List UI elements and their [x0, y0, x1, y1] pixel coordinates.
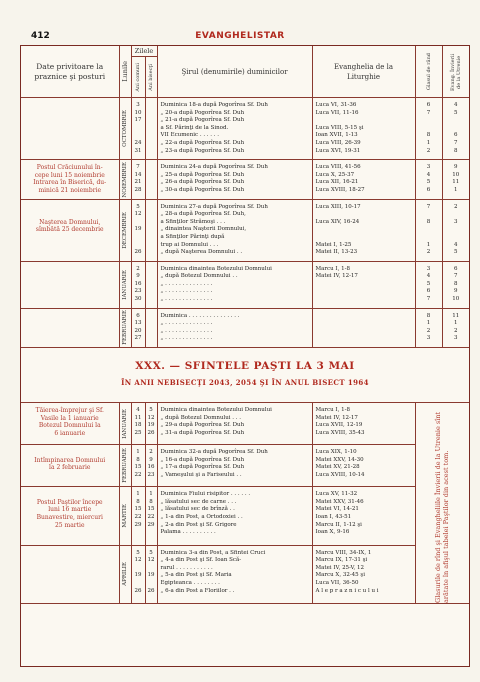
- tone-number: 8: [426, 312, 431, 319]
- tone-number: 5: [426, 280, 431, 287]
- day-common: 29: [134, 521, 142, 528]
- sunday-name: „ 2-a din Post şi Sf. Grigore: [160, 521, 237, 528]
- column-headers: [21, 46, 469, 57]
- gospel-reading: Luca VI, 31-36: [315, 102, 357, 108]
- sunday-name: „ 30-a după Pogorîrea Sf. Duh: [160, 186, 245, 193]
- tone-number: 1: [426, 139, 431, 146]
- day-common: 1: [136, 449, 140, 456]
- day-leap: 19: [147, 572, 155, 579]
- tone-number: [417, 117, 441, 125]
- sunday-name: „ . . . . . . . . . . . . . .: [160, 335, 213, 342]
- day-leap: 5: [149, 549, 153, 556]
- gospel-reading: Matei XXV, 31-46: [315, 498, 364, 505]
- day-common: 15: [134, 506, 142, 513]
- month-name: DECEMBRIE: [122, 211, 128, 249]
- day-common: 19: [134, 572, 142, 579]
- sunday-name: „ 29-a după Pogorîrea Sf. Duh: [160, 422, 245, 429]
- month-section: [21, 487, 469, 545]
- resurrection-gospel-number: [444, 117, 469, 125]
- day-leap: [147, 565, 156, 573]
- day-common: 21: [134, 179, 142, 186]
- day-leap: [147, 580, 156, 588]
- gospel-reading: [316, 226, 412, 234]
- month-name: FEBRUARIE: [122, 448, 128, 484]
- day-common: 17: [134, 117, 142, 124]
- month-section: [21, 308, 469, 347]
- resurrection-gospel-number: 7: [454, 139, 458, 146]
- tone-number: 8: [426, 218, 431, 225]
- feast-note: sîmbătă 25 decembrie: [35, 226, 104, 234]
- col-feasts: Date privitoare la praznice şi posturi: [34, 61, 106, 81]
- feast-note: Postul Paştilor începe: [36, 498, 103, 506]
- resurrection-gospel-number: 11: [452, 312, 460, 319]
- day-common: 25: [134, 429, 142, 436]
- day-leap: 23: [147, 471, 155, 478]
- feast-note: Naşterea Domnului,: [39, 218, 101, 226]
- gospel-reading: Luca VII, 11-16: [315, 109, 359, 116]
- day-common: 2: [136, 265, 140, 272]
- feast-note: Postul Crăciunului în-: [36, 164, 103, 172]
- day-common: 22: [134, 514, 142, 521]
- sunday-name: „ . . . . . . . . . . . . . .: [160, 288, 213, 295]
- day-common: 12: [134, 557, 142, 564]
- day-common: 5: [136, 549, 140, 556]
- day-leap: 12: [147, 414, 155, 421]
- gospel-reading: Luca XVIII, 35-43: [315, 429, 365, 436]
- sunday-name: „ 25-a după Pogorîrea Sf. Duh: [160, 171, 245, 178]
- sunday-name: „ 21-a după Pogorîrea Sf. Duh: [160, 117, 245, 124]
- day-common: 18: [134, 422, 142, 429]
- resurrection-gospel-number: 10: [452, 296, 460, 303]
- day-leap: 5: [149, 407, 153, 414]
- resurrection-gospel-number: 4: [454, 241, 458, 248]
- resurrection-gospel-number: 1: [454, 320, 458, 327]
- day-common: 3: [136, 102, 140, 108]
- feast-note: Botezul Domnului la: [38, 422, 101, 430]
- page-title: EVANGHELISTAR: [195, 31, 285, 41]
- day-leap: 16: [147, 464, 155, 471]
- tone-number: 3: [426, 164, 431, 171]
- day-leap: 2: [149, 449, 153, 456]
- tone-number: 6: [426, 102, 431, 108]
- sunday-name: „ . . . . . . . . . . . . . .: [160, 280, 213, 287]
- sunday-name: „ 6-a din Post a Floriilor . .: [160, 587, 235, 594]
- gospel-reading: Luca X, 25-37: [315, 171, 355, 178]
- page-header: [19, 31, 461, 45]
- month-section: [21, 403, 469, 445]
- sunday-name: a Sfinţilor Strămoşi . . .: [160, 218, 226, 225]
- sunday-name: „ 5-a din Post şi Sf. Maria: [160, 572, 232, 579]
- calendar-frame: [20, 45, 470, 667]
- resurrection-gospel-number: 1: [454, 186, 458, 193]
- day-common: 28: [134, 186, 142, 193]
- month-section: [21, 545, 469, 603]
- sunday-name: „ 1-a din Post, a Ortodoxiei . .: [160, 514, 243, 521]
- sunday-name: „ 22-a după Pogorîrea Sf. Duh: [160, 139, 245, 146]
- month-name: MARTIE: [122, 504, 128, 528]
- month-section: [21, 445, 469, 487]
- gospel-reading: Marcu I, 1-8: [315, 407, 350, 414]
- sunday-name: „ 23-a după Pogorîrea Sf. Duh: [160, 147, 245, 154]
- resurrection-gospel-number: 3: [454, 218, 458, 225]
- day-common: [133, 242, 144, 250]
- sunday-name: Duminica Fiului risipitor . . . . . .: [160, 491, 251, 498]
- tone-number: 4: [426, 273, 431, 280]
- tone-number: [417, 125, 441, 133]
- day-common: 10: [134, 109, 142, 116]
- gospel-reading: Luca XVIII, 18-27: [315, 186, 365, 193]
- gospel-reading: Luca VIII, 5-15 şi: [315, 124, 364, 131]
- sunday-name: Duminica 18-a după Pogorîrea Sf. Duh: [160, 102, 268, 108]
- tone-number: 6: [426, 288, 431, 295]
- day-common: [133, 565, 144, 573]
- gospel-reading: Marcu IX, 17-31 şi: [315, 557, 368, 564]
- gospel-reading: [316, 211, 412, 219]
- sunday-name: „ . . . . . . . . . . . . . .: [160, 296, 213, 303]
- tone-number: 7: [426, 109, 431, 116]
- tone-number: 3: [426, 265, 431, 272]
- sunday-name: „ lăsatului sec de carne . . .: [160, 498, 237, 505]
- resurrection-gospel-number: 4: [454, 102, 458, 108]
- day-common: 19: [134, 226, 142, 233]
- resurrection-gospel-number: 2: [454, 327, 458, 334]
- section-title: XXX. — SFINTELE PAŞTI LA 3 MAI: [135, 360, 355, 373]
- day-common: 16: [134, 280, 142, 287]
- tone-number: 7: [426, 203, 431, 210]
- sunday-name: „ după Botezul Domnului . .: [160, 273, 238, 280]
- day-leap: 19: [147, 422, 155, 429]
- resurrection-gospel-number: 5: [454, 109, 458, 116]
- month-name: FEBRUARIE: [122, 310, 128, 346]
- sunday-name: „ după Botezul Domnului . . .: [160, 414, 242, 421]
- day-common: 9: [136, 273, 140, 280]
- resurrection-gospel-number: 10: [452, 171, 460, 178]
- feast-note: [23, 491, 117, 499]
- tone-number: 6: [426, 186, 431, 193]
- col-common-years: Ani comuni: [135, 62, 141, 92]
- day-common: [133, 219, 144, 227]
- gospel-reading: Ioan I, 43-51: [315, 514, 352, 521]
- feast-note: la 2 februarie: [49, 464, 91, 472]
- sunday-name: „ 20-a după Pogorîrea Sf. Duh: [160, 109, 245, 116]
- sunday-name: a Sf. Părinţi de la Sinod.: [160, 124, 229, 131]
- feast-note: minică 21 noiembrie: [38, 186, 102, 194]
- resurrection-gospel-number: 8: [454, 280, 458, 287]
- day-common: 8: [136, 456, 140, 463]
- gospel-reading: Marcu X, 32-45 şi: [315, 572, 366, 579]
- gospel-reading: [316, 281, 412, 289]
- section-heading: [21, 347, 469, 403]
- gospel-reading: Luca XV, 11-32: [315, 491, 358, 498]
- calendar-table-lower: [21, 403, 469, 604]
- day-leap: 26: [147, 429, 155, 436]
- resurrection-gospel-number: [444, 211, 469, 219]
- gospel-reading: [316, 117, 412, 125]
- resurrection-gospel-number: 6: [454, 132, 458, 139]
- feast-note: Tăierea-împrejur şi Sf.: [35, 407, 104, 415]
- day-common: 30: [134, 296, 142, 303]
- col-tone: Glasul de rând: [425, 52, 432, 91]
- sunday-name: „ 17-a după Pogorîrea Sf. Duh: [160, 464, 245, 471]
- col-days: Zilele: [134, 47, 154, 55]
- sunday-name: Duminica dinaintea Botezului Domnului: [160, 407, 272, 414]
- day-leap: 12: [147, 557, 155, 564]
- tone-number: 2: [426, 327, 431, 334]
- feast-note: [23, 449, 117, 457]
- month-name: IANUARIE: [122, 408, 128, 439]
- sunday-name: a Sfinţilor Părinţi după: [160, 233, 225, 240]
- resurrection-gospel-number: 9: [454, 288, 458, 295]
- tone-number: [417, 226, 441, 234]
- resurrection-gospel-number: 6: [454, 265, 458, 272]
- resurrection-gospel-number: [444, 226, 469, 234]
- day-common: 27: [134, 335, 142, 342]
- gospel-reading: Matei XV, 21-28: [315, 464, 360, 471]
- tone-number: 7: [426, 296, 431, 303]
- side-note: Glasurile de rînd şi Evangheliile Învierii de la Utrenie sînt arătate în afişul tabelei Paştilor din acest tom.: [434, 411, 451, 604]
- tone-number: [417, 211, 441, 219]
- feast-note: Intrarea în Biserică, du-: [33, 179, 107, 187]
- feast-note: [23, 204, 117, 212]
- month-name: APRILIE: [122, 562, 128, 587]
- gospel-reading: Matei IV, 12-17: [315, 414, 358, 421]
- gospel-reading: Luca XIX, 1-10: [315, 449, 357, 456]
- sunday-name: Duminica 24-a după Pogorîrea Sf. Duh: [160, 164, 268, 171]
- gospel-reading: Luca XVI, 19-31: [315, 147, 361, 154]
- day-common: 8: [136, 498, 140, 505]
- gospel-reading: Luca XVIII, 10-14: [315, 471, 365, 478]
- sunday-name: „ lăsatului sec de brînză . .: [160, 506, 235, 513]
- day-common: [133, 132, 144, 140]
- resurrection-gospel-number: [444, 234, 469, 242]
- col-sundays: Şirul (denumirile) duminicilor: [181, 67, 288, 76]
- day-common: [133, 234, 144, 242]
- calendar-table-upper: [21, 46, 469, 347]
- gospel-reading: Matei II, 13-23: [315, 249, 358, 256]
- col-months: Lunile: [121, 61, 129, 82]
- day-common: 13: [134, 320, 142, 327]
- gospel-reading: Matei VI, 14-21: [315, 506, 359, 513]
- feast-note: Intîmpinarea Domnului: [34, 456, 106, 464]
- sunday-name: Duminica dinaintea Botezului Domnului: [160, 265, 272, 272]
- feast-note: [23, 211, 117, 219]
- feast-note: cepe luni 15 noiembrie: [34, 171, 105, 179]
- sunday-name: „ 16-a după Pogorîrea Sf. Duh: [160, 456, 245, 463]
- sunday-name: „ Vameşului şi a Fariseului . .: [160, 471, 242, 478]
- sunday-name: Duminica 3-a din Post, a Sfintei Cruci: [160, 549, 266, 556]
- day-common: 6: [136, 312, 140, 319]
- month-section: [21, 199, 469, 261]
- month-section: [21, 261, 469, 308]
- tone-number: 1: [426, 320, 431, 327]
- gospel-reading: [316, 234, 412, 242]
- resurrection-gospel-number: 2: [454, 203, 458, 210]
- sunday-name: „ 26-a după Pogorîrea Sf. Duh: [160, 179, 245, 186]
- day-common: 22: [134, 471, 142, 478]
- col-gospel: Evanghelia de la Liturghie: [334, 62, 394, 81]
- sunday-name: „ dinaintea Naşterii Domnului,: [160, 226, 247, 233]
- page-number: 412: [31, 31, 50, 41]
- day-common: [133, 580, 144, 588]
- gospel-reading: Luca XVII, 12-19: [315, 422, 363, 429]
- day-leap: 22: [147, 514, 155, 521]
- gospel-reading: Ioan X, 9-16: [315, 529, 350, 536]
- gospel-reading: [316, 313, 412, 321]
- sunday-name: Egipteanca . . . . . . . .: [160, 580, 220, 586]
- tone-number: 8: [426, 132, 431, 139]
- day-leap: 29: [147, 521, 155, 528]
- gospel-reading: A l e p r a z n i c u l u i: [315, 587, 379, 594]
- feast-note: 25 martie: [54, 521, 85, 529]
- gospel-reading: [316, 296, 412, 304]
- day-common: 26: [134, 587, 142, 594]
- day-leap: 26: [147, 587, 155, 594]
- gospel-reading: Marcu II, 1-12 şi: [315, 521, 362, 528]
- resurrection-gospel-number: [444, 125, 469, 133]
- day-leap: 1: [149, 491, 153, 498]
- col-leap-years: Ani bisecţi: [148, 63, 154, 91]
- day-common: 5: [136, 203, 140, 210]
- feast-note: Vasile la 1 ianuarie: [40, 414, 99, 422]
- gospel-reading: Marcu I, 1-8: [315, 265, 350, 272]
- sunday-name: rarul . . . . . . . . . . .: [160, 564, 213, 571]
- day-common: 31: [134, 147, 142, 154]
- month-name: OCTOMBRIE: [122, 110, 128, 148]
- resurrection-gospel-number: 3: [454, 335, 458, 342]
- sunday-name: „ 4-a din Post şi Sf. Ioan Scă-: [160, 557, 242, 564]
- day-common: 26: [134, 249, 142, 256]
- resurrection-gospel-number: 9: [454, 164, 458, 171]
- gospel-reading: [316, 328, 412, 336]
- tone-number: 4: [426, 171, 431, 178]
- gospel-reading: Matei IV, 25-V, 12: [315, 564, 365, 571]
- col-resurrection-gospel: Evang. Învierii de la Utrenie: [449, 52, 462, 91]
- sunday-name: „ 31-a după Pogorîrea Sf. Duh: [160, 429, 245, 436]
- day-common: 11: [134, 414, 142, 421]
- resurrection-gospel-number: 5: [454, 249, 458, 256]
- sunday-name: „ . . . . . . . . . . . . . .: [160, 320, 213, 327]
- tone-number: 3: [426, 335, 431, 342]
- day-leap: 9: [149, 456, 153, 463]
- sunday-name: VII Ecumenic . . . . . .: [160, 132, 220, 139]
- month-section: [21, 98, 469, 160]
- month-name: IANUARIE: [122, 269, 128, 300]
- day-common: [133, 125, 144, 133]
- resurrection-gospel-number: 8: [454, 147, 458, 154]
- gospel-reading: Matei I, 1-25: [315, 241, 352, 248]
- sunday-name: Duminica 32-a după Pogorîrea Sf. Duh: [160, 449, 268, 456]
- day-common: 14: [134, 171, 142, 178]
- day-common: 24: [134, 139, 142, 146]
- sunday-name: „ . . . . . . . . . . . . . .: [160, 327, 213, 334]
- gospel-reading: Matei XXV, 14-30: [315, 456, 364, 463]
- tone-number: 5: [426, 179, 431, 186]
- month-name: NOIEMBRIE: [122, 161, 128, 198]
- gospel-reading: [316, 320, 412, 328]
- day-leap: 15: [147, 506, 155, 513]
- resurrection-gospel-number: 11: [452, 179, 460, 186]
- gospel-reading: Luca VII, 36-50: [315, 580, 359, 586]
- gospel-reading: Matei IV, 12-17: [315, 273, 358, 280]
- gospel-reading: Luca XIII, 10-17: [315, 203, 361, 210]
- gospel-reading: Luca XIV, 16-24: [315, 218, 360, 225]
- tone-number: 1: [426, 241, 431, 248]
- tone-number: 2: [426, 249, 431, 256]
- day-common: 15: [134, 464, 142, 471]
- day-common: 12: [134, 211, 142, 218]
- sunday-name: „ după Naşterea Domnului . .: [160, 249, 243, 256]
- gospel-reading: Luca XII, 16-21: [315, 179, 359, 186]
- day-common: 1: [136, 491, 140, 498]
- gospel-reading: Luca VIII, 41-56: [315, 164, 361, 171]
- resurrection-gospel-number: 7: [454, 273, 458, 280]
- tone-number: [417, 234, 441, 242]
- day-common: 23: [134, 288, 142, 295]
- gospel-reading: [316, 288, 412, 296]
- day-common: 4: [136, 407, 140, 414]
- feast-note: luni 16 martie: [48, 506, 92, 514]
- day-leap: 8: [149, 498, 153, 505]
- gospel-reading: Ioan XVII, 1-13: [315, 132, 358, 139]
- day-common: 20: [134, 327, 142, 334]
- sunday-name: Duminica 27-a după Pogorîrea Sf. Duh: [160, 203, 268, 210]
- sunday-name: „ 28-a după Pogorîrea Sf. Duh,: [160, 211, 246, 218]
- gospel-reading: Marcu VIII, 34-IX, 1: [315, 549, 372, 556]
- sunday-name: Duminica . . . . . . . . . . . . . . .: [160, 312, 240, 319]
- feast-note: 6 ianuarie: [54, 429, 86, 437]
- feast-note: Bunavestire, miercuri: [36, 514, 103, 522]
- section-subtitle: ÎN ANII NEBISECŢI 2043, 2054 ŞI ÎN ANUL BISECT 1964: [121, 378, 369, 388]
- gospel-reading: [316, 335, 412, 343]
- day-common: 7: [136, 164, 140, 171]
- month-section: [21, 160, 469, 199]
- sunday-name: Palama . . . . . . . . . .: [160, 529, 216, 536]
- tone-number: 2: [426, 147, 431, 154]
- sunday-name: trup ai Domnului . . .: [160, 241, 219, 248]
- gospel-reading: Luca VIII, 26-39: [315, 139, 361, 146]
